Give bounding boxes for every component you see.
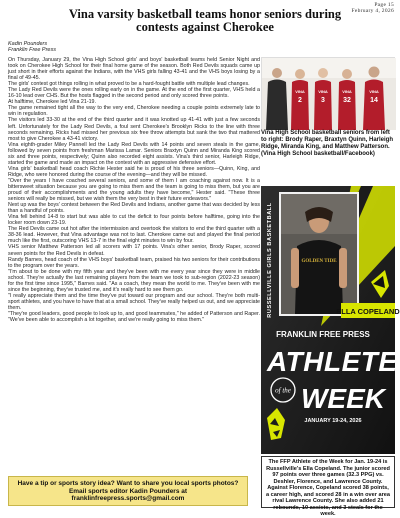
page-info xyxy=(351,2,394,14)
athlete-of-week-art xyxy=(261,186,400,454)
article-paragraph: Next up was the boys' contest between the Red Devils and Indians, another game that was decided by less than a handful of points. xyxy=(8,202,260,215)
aotw-title-week: WEEK xyxy=(301,383,385,414)
article-paragraph: "I'm about to be done with my fifth year and they've been with me every year since they were in middle school. They're actually the last remaining players from the team we took to sub-region (2022-23 season) for the first time since 1995," Barnes said. "As a coach, they mean the world to me. They've been with me since the beginning, they've trusted me, and it's really hard to see them go. xyxy=(8,268,260,293)
article-paragraph: Vina eighth-grader Miley Pannell led the Lady Red Devils with 14 points and seven steals in the game, followed by seven points from freshman Marissa Lamar. Seniors Braxtyn Quinn and Miranda King scored six and three points, respectively; Quinn also recorded eight assists. Vina's third senior, Harleigh Ridge, started the game and made an impact on the contest with an aggressive defensive effort. xyxy=(8,141,260,166)
athlete-of-week-graphic xyxy=(261,186,400,454)
article-paragraph: The Lady Red Devils were the ones rolling early on in the game. At the end of the first quarter, VHS held a 16-10 lead over CHS. But the hosts flagged in the second period and only scored three points. xyxy=(8,87,260,100)
article-paragraph: "Over the years I have coached several seniors, and some of them I am coaching against now. It is a bittersweet situation because you are going to miss them and the team is going to miss them, but you are proud of their accomplishments and the young adults they have become," Hester said. "These three seniors will really be missed, but we wish them the very best in their future endeavors." xyxy=(8,177,260,203)
seniors-photo xyxy=(261,57,395,129)
aotw-outlet: FRANKLIN FREE PRESS xyxy=(276,330,370,339)
page-date: February 4, 2026 xyxy=(351,8,394,14)
article-paragraph: The girls' contest got things rolling in what proved to be a hard-fought battle with multiple lead changes. xyxy=(8,81,250,88)
article-paragraph: Vina fell behind 14-8 to start but was able to cut the deficit to four points before halftime, going into the locker room down 23-19. xyxy=(8,214,260,227)
aotw-title-of-the: of the xyxy=(275,386,291,395)
aotw-dates: JANUARY 19-24, 2026 xyxy=(304,418,362,424)
jersey-team: VINA xyxy=(342,89,352,94)
byline-outlet: Franklin Free Press xyxy=(8,47,56,54)
article-paragraph: On Thursday, January 29, the Vina High School girls' and boys' basketball teams held Senior Night and took on Cherokee High School for their final home game of the season. Both Red Devils squads came up just short in their efforts against the Indians, with the VHS girls falling 43-41 and the VHS boys losing by a final of 49-45. xyxy=(8,57,260,82)
page-number: Page 15 xyxy=(374,2,394,8)
athlete-of-week-description: The FFP Athlete of the Week for Jan. 19-24 is Russellville's Ella Copeland. The junior scored 97 points over three games (32.3 PPG) vs. Deshler, Florence, and Lawrence County. Against Florence, Copeland scored 38 points, a career high, and scored 28 in a win over area rival Lawrence County. She also added 21 rebounds, 10 assists, and 3 steals for the week. xyxy=(261,456,395,508)
article-paragraph: The game remained tight all the way to the very end, Cherokee needing a couple points extremely late to win in regulation. xyxy=(8,105,260,118)
side-label: RUSSELLVILLE GIRLS BASKETBALL xyxy=(267,202,273,318)
jersey-number: 3 xyxy=(321,97,325,104)
article-paragraph: VHS senior Matthew Patterson led all scorers with 17 points. Vina's other senior, Brody Raper, scored seven points for the Red Devils in defeat. xyxy=(8,244,260,257)
athlete-jersey-team: GOLDEN TIDE xyxy=(301,259,337,264)
sports-contact-box: Have a tip or sports story idea? Want to share you local sports photos? Email sports editor Kadin Pounders at franklinfreepress.sports@gmail.com xyxy=(8,476,248,506)
byline-author: Kadin Pounders xyxy=(8,41,48,47)
seniors-photo-caption: Vina High School basketball seniors from left to right: Brody Raper, Braxtyn Quinn, Harleigh Ridge, Miranda King, and Matthew Patterson. (Vina High School basketball/Facebook) xyxy=(261,130,394,157)
byline xyxy=(8,41,56,54)
athlete-name: ELLA COPELAND xyxy=(336,307,400,316)
jersey-team: VINA xyxy=(369,89,379,94)
seniors-photo-illustration xyxy=(262,58,396,130)
jersey-number: 14 xyxy=(370,97,378,104)
jersey-team: VINA xyxy=(295,89,305,94)
article-body xyxy=(8,57,260,323)
article-paragraph: "They're good leaders, good people to look up to, and good teammates," he added of Patterson and Raper. "We've been able to accomplish a lot together, and we're really going to miss them." xyxy=(8,310,260,324)
aotw-title-athlete: ATHLETE xyxy=(267,346,398,377)
headline: Vina varsity basketball teams honor seniors during contests against Cherokee xyxy=(68,7,342,34)
article-paragraph: At halftime, Cherokee led Vina 21-19. xyxy=(8,99,96,106)
article-paragraph: The visitors led 33-30 at the end of the third quarter and it was knotted up 41-41 with just a few seconds left. Unfortunately for the Lady Red Devils, a foul sent Cherokee's Brooklyn Ricks to the line with three seconds remaining. Ricks had missed her previous six free throw attempts but sank the two that mattered most to give Cherokee a 43-41 victory. xyxy=(8,117,260,142)
article-paragraph: "I really appreciate them and the time they've put toward our program and our school. They're both multi-sport athletes, and you have to have that at a small school. They've really helped us out, and we appreciate them. xyxy=(8,292,260,311)
jersey-number: 2 xyxy=(298,97,302,104)
article-paragraph: The Red Devils came out hot after the intermission and overtook the visitors to end the third quarter with a 38-36 lead. However, that Vina advantage was not to last. Cherokee came out and played the final period much like the first, outscoring VHS 13-7 in the final eight minutes to win by four. xyxy=(8,226,260,245)
article-paragraph: Randy Barnes, head coach of the VHS boys' basketball team, praised his two seniors for their contributions to the program over the years. xyxy=(8,256,260,269)
jersey-number: 32 xyxy=(343,97,351,104)
article-paragraph: Vina girls' basketball head coach Richie Hester said he is proud of his three seniors—Quinn, King, and Ridge, who were honored during the course of the evening—and they will be missed. xyxy=(8,165,260,178)
jersey-team: VINA xyxy=(318,89,328,94)
